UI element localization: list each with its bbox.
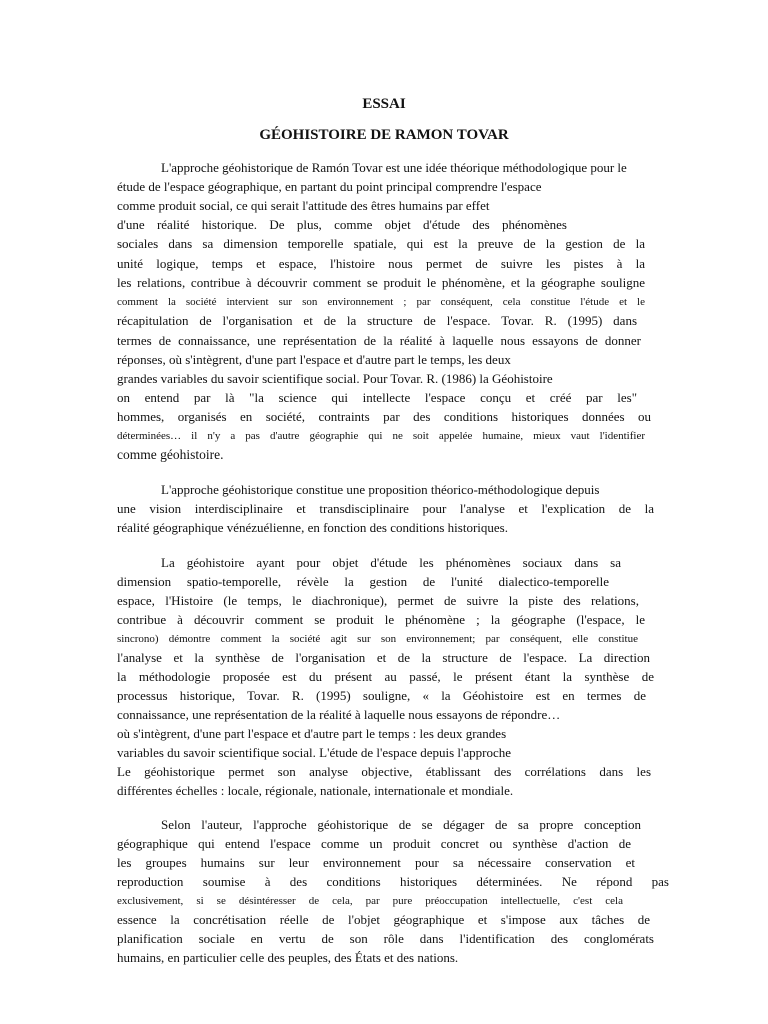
text-line: dimension spatio-temporelle, révèle la gestion de l'unité dialectico-temporelle (117, 574, 609, 589)
text-line: comme géohistoire. (117, 447, 224, 462)
essay-subtitle: GÉOHISTOIRE DE RAMON TOVAR (259, 127, 509, 143)
text-line: reproduction soumise à des conditions historiques déterminées. Ne répond pas (117, 874, 669, 889)
text-line: espace, l'Histoire (le temps, le diachronique), permet de suivre la piste des relations, (117, 593, 639, 608)
text-line: comme produit social, ce qui serait l'attitude des êtres humains par effet (117, 198, 490, 213)
text-line: Le géohistorique permet son analyse objective, établissant des corrélations dans les (117, 764, 651, 779)
text-line: La géohistoire ayant pour objet d'étude les phénomènes sociaux dans sa (161, 555, 621, 570)
text-line: les relations, contribue à découvrir comment se produit le phénomène, et la géographe souligne (117, 275, 645, 290)
text-line: les groupes humains sur leur environnement pour sa nécessaire conservation et (117, 855, 635, 870)
text-line: récapitulation de l'organisation et de la structure de l'espace. Tovar. R. (1995) dans (117, 313, 637, 328)
text-line: on entend par là "la science qui intellecte l'espace conçu et créé par les" (117, 390, 637, 405)
text-line: géographique qui entend l'espace comme un produit concret ou synthèse d'action de (117, 836, 631, 851)
text-line: réponses, où s'intègrent, d'une part l'espace et d'autre part le temps, les deux (117, 352, 511, 367)
text-line: Selon l'auteur, l'approche géohistorique de se dégager de sa propre conception (161, 817, 641, 832)
text-line: planification sociale en vertu de son rôle dans l'identification des conglomérats (117, 931, 654, 946)
text-line: la méthodologie proposée est du présent au passé, le présent étant la synthèse de (117, 669, 654, 684)
text-line: sincrono) démontre comment la société agit sur son environnement; par conséquent, elle constitue (117, 633, 638, 645)
text-line: essence la concrétisation réelle de l'objet géographique et s'impose aux tâches de (117, 912, 650, 927)
text-line: exclusivement, si se désintéresser de cela, par pure préoccupation intellectuelle, c'est cela (117, 895, 623, 907)
text-line: humains, en particulier celle des peuples, des États et des nations. (117, 950, 459, 965)
text-line: hommes, organisés en société, contraints par des conditions historiques données ou (117, 409, 651, 424)
essay-title: ESSAI (362, 96, 406, 112)
text-line: étude de l'espace géographique, en partant du point principal comprendre l'espace (117, 179, 542, 194)
text-line: différentes échelles : locale, régionale, nationale, internationale et mondiale. (117, 783, 514, 798)
text-line: d'une réalité historique. De plus, comme objet d'étude des phénomènes (117, 217, 567, 232)
text-line: connaissance, une représentation de la réalité à laquelle nous essayons de répondre… (117, 707, 561, 722)
text-line: comment la société intervient sur son environnement ; par conséquent, cela constitue l'étude et le (117, 296, 645, 308)
text-line: unité logique, temps et espace, l'histoire nous permet de suivre les pistes à la (117, 256, 645, 271)
text-line: contribue à découvrir comment se produit le phénomène ; la géographe (l'espace, le (117, 612, 645, 627)
text-line: où s'intègrent, d'une part l'espace et d'autre part le temps : les deux grandes (117, 726, 507, 741)
text-line: déterminées… il n'y a pas d'autre géographie qui ne soit appelée humaine, mieux vaut l'identifier (117, 430, 645, 442)
text-line: une vision interdisciplinaire et transdisciplinaire pour l'analyse et l'explication de la (117, 501, 654, 516)
text-line: processus historique, Tovar. R. (1995) souligne, « la Géohistoire est en termes de (117, 688, 646, 703)
text-line: grandes variables du savoir scientifique social. Pour Tovar. R. (1986) la Géohistoire (117, 371, 553, 386)
text-line: L'approche géohistorique constitue une proposition théorico-méthodologique depuis (161, 482, 600, 497)
text-line: l'analyse et la synthèse de l'organisation et de la structure de l'espace. La direction (117, 650, 650, 665)
text-line: termes de connaissance, une représentation de la réalité à laquelle nous essayons de donner (117, 333, 641, 348)
text-line: sociales dans sa dimension temporelle spatiale, qui est la preuve de la gestion de la (117, 236, 645, 251)
text-line: L'approche géohistorique de Ramón Tovar est une idée théorique méthodologique pour le (161, 160, 627, 175)
text-line: variables du savoir scientifique social. L'étude de l'espace depuis l'approche (117, 745, 511, 760)
text-line: réalité géographique vénézuélienne, en fonction des conditions historiques. (117, 520, 508, 535)
